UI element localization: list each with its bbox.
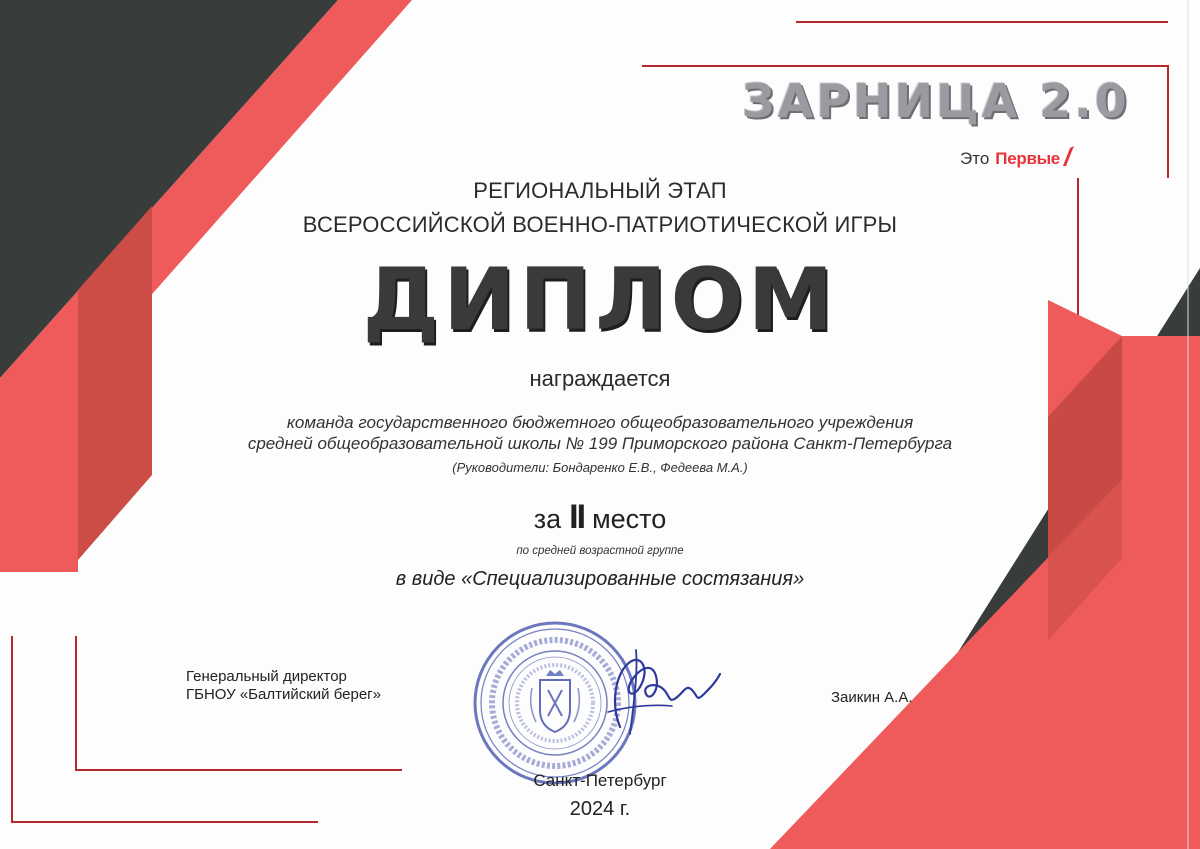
age-group: по средней возрастной группе [516, 545, 684, 557]
line-frame-bottom-left-outer [12, 636, 318, 822]
awarded-label: награждается [529, 366, 671, 391]
tagline [960, 146, 1075, 169]
place-suffix: место [592, 504, 667, 534]
signature [580, 632, 730, 742]
stage-heading: РЕГИОНАЛЬНЫЙ ЭТАП [473, 178, 727, 203]
signer-title [186, 668, 416, 704]
signer-name: Заикин А.А. [831, 689, 913, 706]
signer-organization: ГБНОУ «Балтийский берег» [186, 686, 381, 703]
signer-position: Генеральный директор [186, 668, 347, 685]
team-leaders: (Руководители: Бондаренко Е.В., Федеева М.А.) [452, 460, 748, 475]
place-prefix: за [533, 504, 562, 534]
zarnitsa-logo: ЗАРНИЦА 2.0 [742, 74, 1130, 128]
pervye-brand: Первые [995, 149, 1060, 168]
city: Санкт-Петербург [533, 771, 667, 790]
recipient-line-2: средней общеобразовательной школы № 199 Приморского района Санкт-Петербурга [247, 434, 953, 453]
tagline-prefix: Это [960, 149, 990, 168]
place-line [200, 498, 1000, 537]
year: 2024 г. [569, 798, 631, 820]
game-heading: ВСЕРОССИЙСКОЙ ВОЕННО-ПАТРИОТИЧЕСКОЙ ИГРЫ [302, 212, 898, 237]
discipline: в виде «Специализированные состязания» [395, 568, 805, 590]
place-number: II [569, 498, 585, 536]
recipient-line-1: команда государственного бюджетного общеобразовательного учреждения [286, 413, 914, 432]
pervye-flag-icon [1061, 146, 1075, 166]
diploma-title: ДИПЛОМ [362, 250, 838, 350]
